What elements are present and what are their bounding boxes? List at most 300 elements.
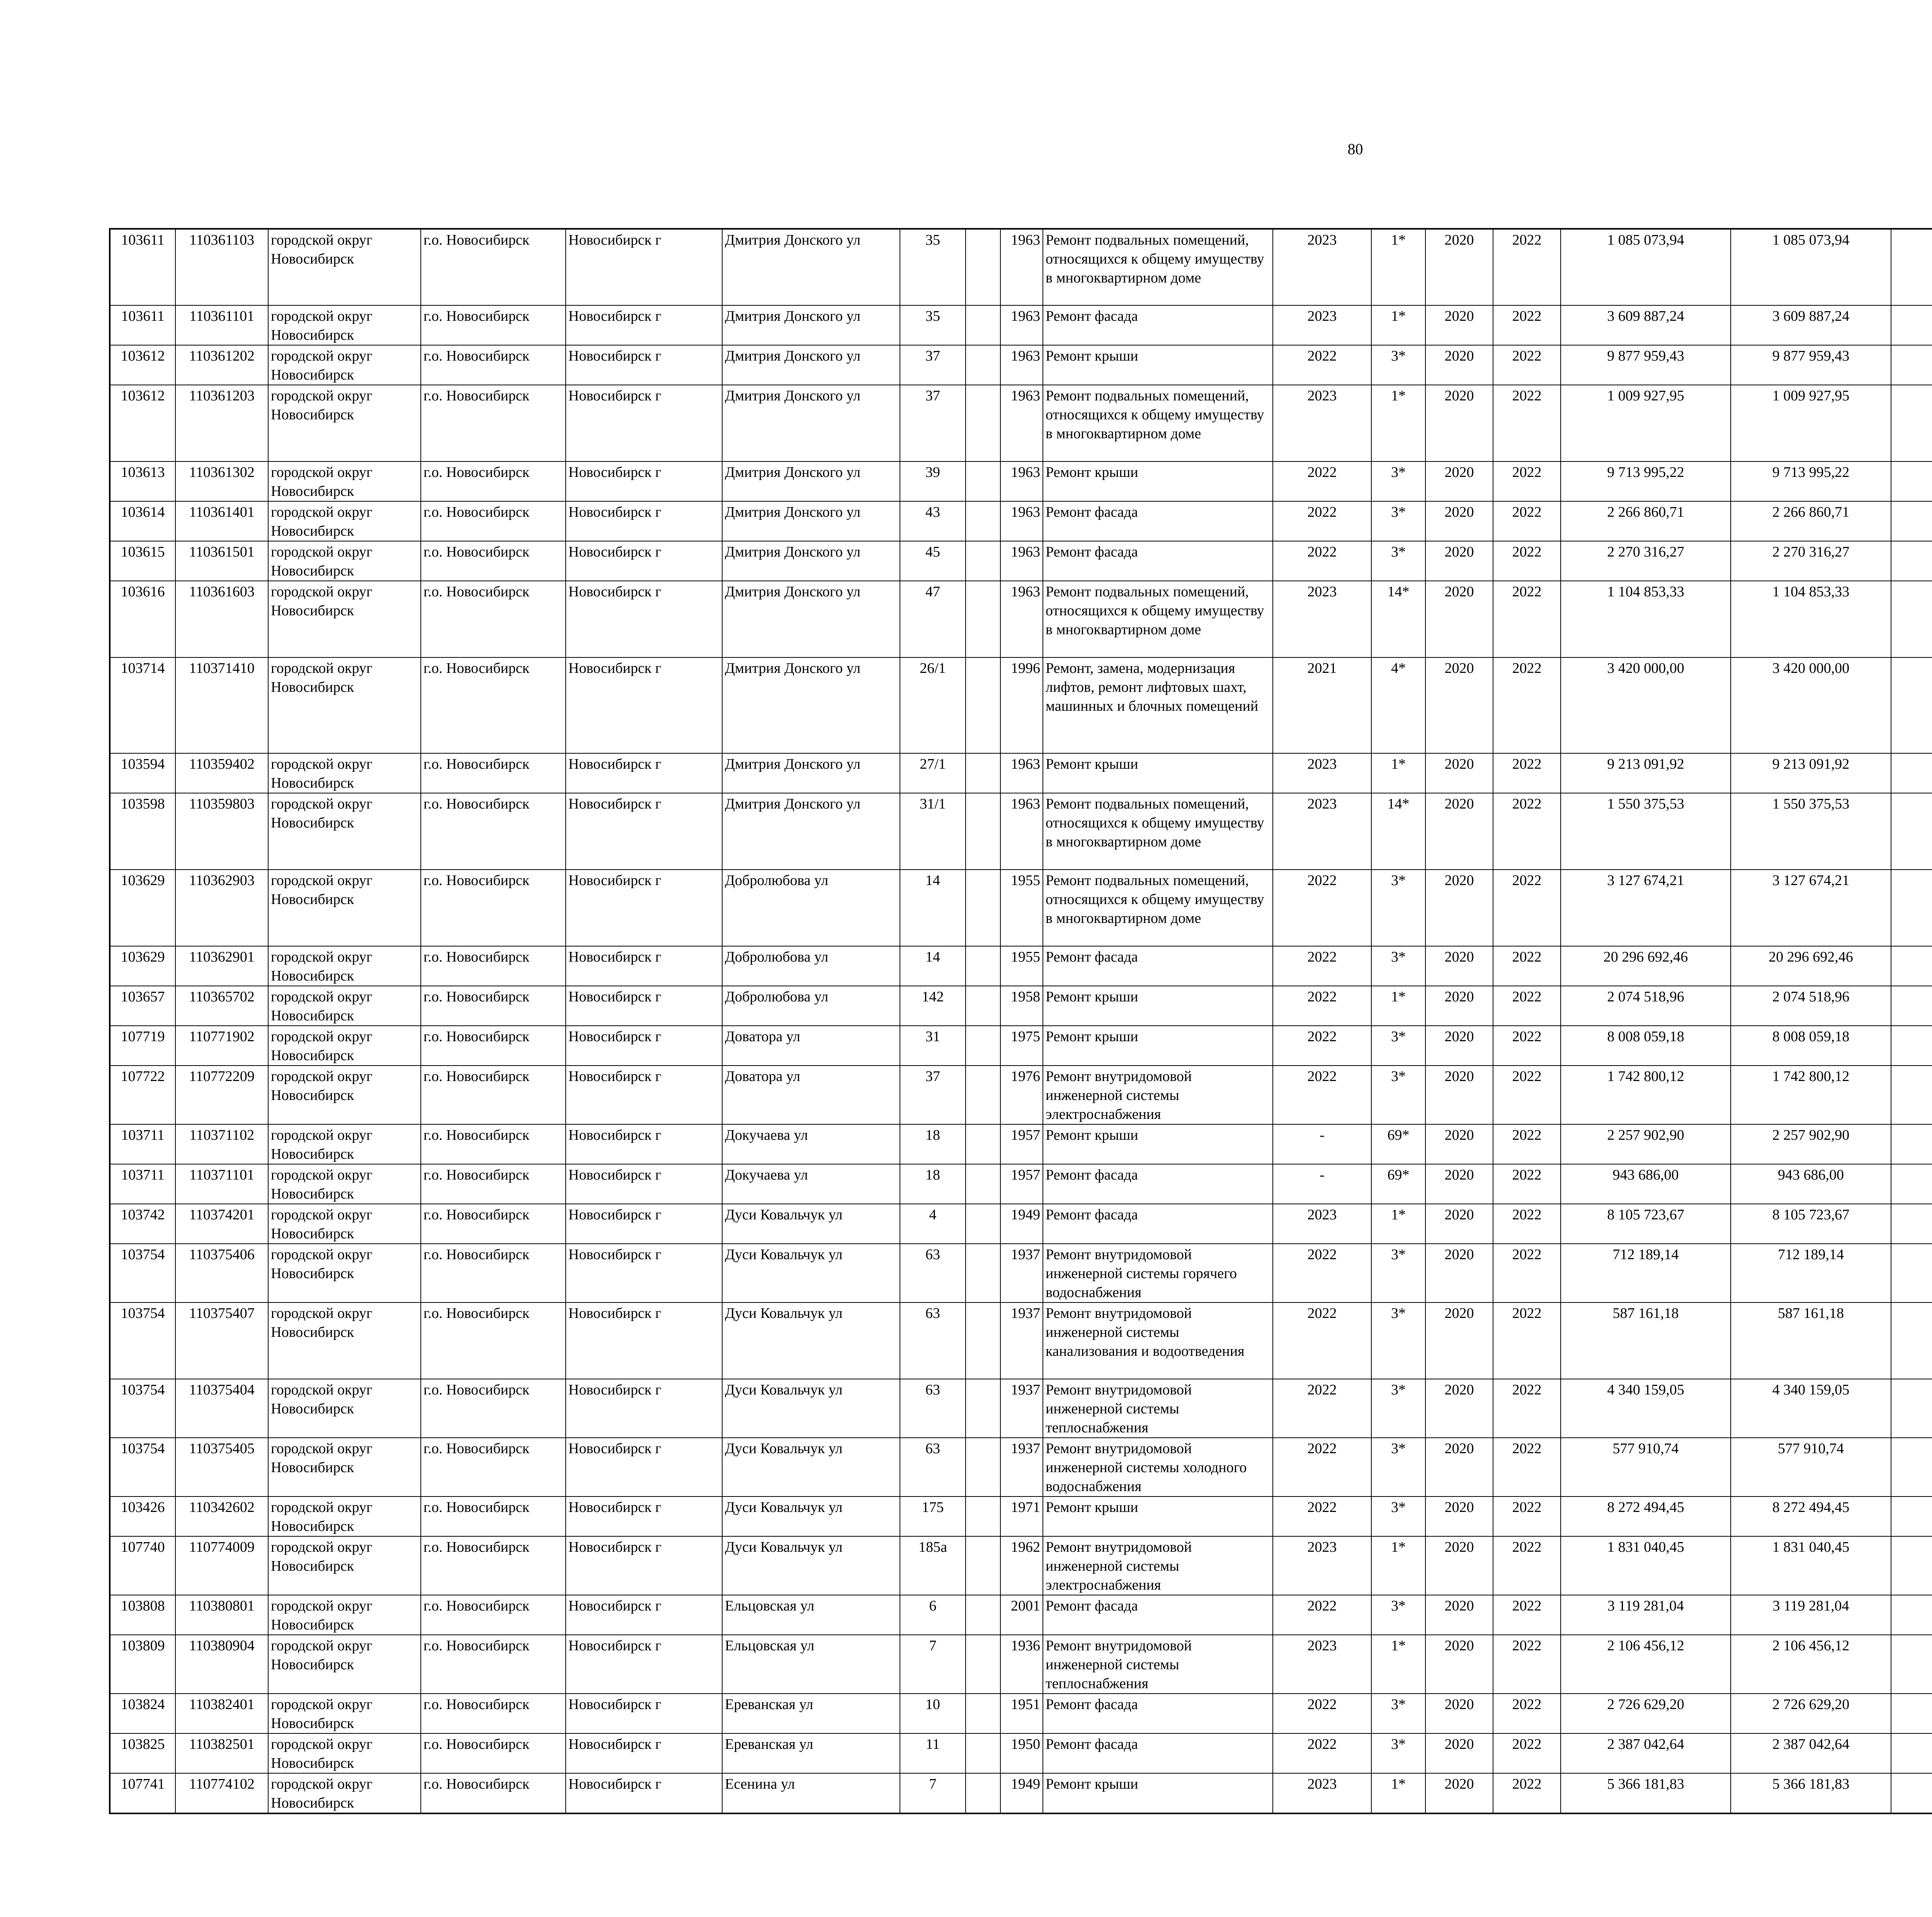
cell-municipality: городской округ Новосибирск [268,753,421,793]
cell-street: Дмитрия Донского ул [722,753,900,793]
cell-budget-cost-1 [1891,1536,1932,1595]
cell-house-id: 103824 [110,1694,175,1733]
table-row [110,1204,1932,1244]
cell-building [966,657,1000,753]
cell-budget-cost-1 [1891,753,1932,793]
cell-period-end: 2022 [1493,229,1561,305]
cell-work-id: 110359402 [175,753,268,793]
cell-reason-code: 1* [1371,1536,1425,1595]
cell-street: Дмитрия Донского ул [722,541,900,581]
cell-reason-code: 1* [1371,753,1425,793]
cell-work-type: Ремонт фасада [1043,946,1273,986]
cell-house-number: 31 [900,1026,966,1066]
cell-budget-cost-1 [1891,1694,1932,1733]
cell-settlement: Новосибирск г [566,986,722,1026]
cell-house-id: 103711 [110,1124,175,1164]
cell-building [966,1635,1000,1694]
cell-street: Дуси Ковальчук ул [722,1302,900,1379]
cell-plan-year: 2022 [1273,986,1371,1026]
cell-house-number: 27/1 [900,753,966,793]
table-row [110,305,1932,345]
cell-house-number: 47 [900,581,966,657]
cell-period-start: 2020 [1425,1026,1493,1066]
cell-house-number: 11 [900,1733,966,1773]
cell-work-type: Ремонт крыши [1043,345,1273,385]
cell-street: Добролюбова ул [722,870,900,946]
cell-house-id: 103808 [110,1595,175,1635]
cell-fund-cost: 9 877 959,43 [1731,345,1891,385]
cell-total-cost: 712 189,14 [1561,1244,1731,1302]
cell-house-number: 175 [900,1496,966,1536]
cell-house-id: 107719 [110,1026,175,1066]
table-row [110,229,1932,305]
cell-fund-cost: 3 119 281,04 [1731,1595,1891,1635]
cell-work-type: Ремонт подвальных помещений, относящихся к общему имуществу в многоквартирном доме [1043,870,1273,946]
cell-settlement: Новосибирск г [566,305,722,345]
cell-period-end: 2022 [1493,986,1561,1026]
table-row [110,385,1932,461]
cell-house-id: 103629 [110,946,175,986]
cell-urban-district: г.о. Новосибирск [421,870,566,946]
cell-urban-district: г.о. Новосибирск [421,229,566,305]
cell-build-year: 1996 [1000,657,1043,753]
cell-period-end: 2022 [1493,1733,1561,1773]
cell-plan-year: - [1273,1124,1371,1164]
cell-house-id: 103629 [110,870,175,946]
cell-building [966,1124,1000,1164]
cell-build-year: 1976 [1000,1066,1043,1124]
cell-plan-year: 2023 [1273,1536,1371,1595]
cell-settlement: Новосибирск г [566,1536,722,1595]
cell-building [966,793,1000,870]
cell-plan-year: 2022 [1273,1733,1371,1773]
repair-program-table [109,228,1932,1814]
cell-work-type: Ремонт фасада [1043,501,1273,541]
cell-work-id: 110359803 [175,793,268,870]
cell-fund-cost: 8 272 494,45 [1731,1496,1891,1536]
cell-period-end: 2022 [1493,305,1561,345]
cell-work-type: Ремонт крыши [1043,1124,1273,1164]
cell-period-end: 2022 [1493,753,1561,793]
cell-work-type: Ремонт внутридомовой инженерной системы электроснабжения [1043,1066,1273,1124]
table-row [110,657,1932,753]
cell-urban-district: г.о. Новосибирск [421,385,566,461]
cell-build-year: 1936 [1000,1635,1043,1694]
cell-period-end: 2022 [1493,461,1561,501]
cell-period-start: 2020 [1425,1694,1493,1733]
cell-period-end: 2022 [1493,1773,1561,1813]
cell-settlement: Новосибирск г [566,1026,722,1066]
cell-period-start: 2020 [1425,753,1493,793]
cell-house-number: 14 [900,870,966,946]
cell-house-id: 103612 [110,345,175,385]
cell-total-cost: 587 161,18 [1561,1302,1731,1379]
cell-total-cost: 3 609 887,24 [1561,305,1731,345]
cell-budget-cost-1 [1891,229,1932,305]
cell-reason-code: 3* [1371,1244,1425,1302]
cell-period-end: 2022 [1493,1244,1561,1302]
cell-fund-cost: 5 366 181,83 [1731,1773,1891,1813]
cell-reason-code: 1* [1371,229,1425,305]
cell-period-start: 2020 [1425,1773,1493,1813]
cell-house-id: 107740 [110,1536,175,1595]
cell-street: Дмитрия Донского ул [722,461,900,501]
cell-house-number: 35 [900,305,966,345]
table-row [110,1438,1932,1496]
table-row [110,1733,1932,1773]
cell-budget-cost-1 [1891,385,1932,461]
cell-fund-cost: 3 609 887,24 [1731,305,1891,345]
cell-plan-year: 2023 [1273,305,1371,345]
cell-total-cost: 9 713 995,22 [1561,461,1731,501]
cell-total-cost: 1 104 853,33 [1561,581,1731,657]
cell-build-year: 1963 [1000,793,1043,870]
cell-reason-code: 3* [1371,1026,1425,1066]
cell-total-cost: 1 085 073,94 [1561,229,1731,305]
cell-fund-cost: 2 074 518,96 [1731,986,1891,1026]
cell-urban-district: г.о. Новосибирск [421,1496,566,1536]
cell-period-end: 2022 [1493,793,1561,870]
table-row [110,1164,1932,1204]
cell-reason-code: 3* [1371,946,1425,986]
cell-municipality: городской округ Новосибирск [268,1694,421,1733]
cell-period-start: 2020 [1425,581,1493,657]
cell-work-id: 110380904 [175,1635,268,1694]
cell-municipality: городской округ Новосибирск [268,305,421,345]
cell-total-cost: 1 742 800,12 [1561,1066,1731,1124]
cell-building [966,1379,1000,1438]
cell-reason-code: 1* [1371,1635,1425,1694]
cell-municipality: городской округ Новосибирск [268,1302,421,1379]
cell-budget-cost-1 [1891,1773,1932,1813]
cell-settlement: Новосибирск г [566,1066,722,1124]
cell-plan-year: 2023 [1273,229,1371,305]
cell-reason-code: 3* [1371,1496,1425,1536]
cell-period-end: 2022 [1493,1379,1561,1438]
cell-municipality: городской округ Новосибирск [268,1026,421,1066]
table-row [110,946,1932,986]
cell-reason-code: 3* [1371,345,1425,385]
cell-period-start: 2020 [1425,1379,1493,1438]
cell-building [966,461,1000,501]
cell-building [966,1244,1000,1302]
cell-work-id: 110361101 [175,305,268,345]
cell-work-id: 110361603 [175,581,268,657]
cell-plan-year: 2022 [1273,461,1371,501]
cell-plan-year: 2022 [1273,1066,1371,1124]
table-row [110,1773,1932,1813]
cell-street: Доватора ул [722,1066,900,1124]
cell-house-number: 43 [900,501,966,541]
cell-total-cost: 8 008 059,18 [1561,1026,1731,1066]
cell-street: Дмитрия Донского ул [722,581,900,657]
cell-plan-year: - [1273,1164,1371,1204]
table-row [110,501,1932,541]
cell-urban-district: г.о. Новосибирск [421,1379,566,1438]
cell-total-cost: 3 119 281,04 [1561,1595,1731,1635]
cell-street: Доватора ул [722,1026,900,1066]
cell-period-start: 2020 [1425,461,1493,501]
cell-municipality: городской округ Новосибирск [268,1536,421,1595]
cell-build-year: 1957 [1000,1164,1043,1204]
cell-work-id: 110371101 [175,1164,268,1204]
cell-fund-cost: 1 104 853,33 [1731,581,1891,657]
cell-house-number: 37 [900,385,966,461]
cell-build-year: 1951 [1000,1694,1043,1733]
cell-total-cost: 20 296 692,46 [1561,946,1731,986]
cell-work-id: 110361401 [175,501,268,541]
cell-settlement: Новосибирск г [566,1204,722,1244]
cell-settlement: Новосибирск г [566,1496,722,1536]
cell-street: Дмитрия Донского ул [722,385,900,461]
cell-municipality: городской округ Новосибирск [268,1733,421,1773]
cell-fund-cost: 1 085 073,94 [1731,229,1891,305]
cell-work-type: Ремонт крыши [1043,986,1273,1026]
cell-urban-district: г.о. Новосибирск [421,501,566,541]
cell-budget-cost-1 [1891,1438,1932,1496]
cell-budget-cost-1 [1891,501,1932,541]
cell-build-year: 1962 [1000,1536,1043,1595]
cell-house-number: 45 [900,541,966,581]
cell-fund-cost: 9 713 995,22 [1731,461,1891,501]
cell-street: Дуси Ковальчук ул [722,1204,900,1244]
cell-urban-district: г.о. Новосибирск [421,1026,566,1066]
cell-fund-cost: 2 726 629,20 [1731,1694,1891,1733]
cell-house-id: 107722 [110,1066,175,1124]
cell-budget-cost-1 [1891,870,1932,946]
cell-settlement: Новосибирск г [566,1244,722,1302]
cell-work-id: 110774102 [175,1773,268,1813]
cell-build-year: 1937 [1000,1438,1043,1496]
cell-municipality: городской округ Новосибирск [268,1244,421,1302]
cell-work-id: 110361103 [175,229,268,305]
cell-settlement: Новосибирск г [566,1302,722,1379]
cell-period-start: 2020 [1425,1302,1493,1379]
cell-street: Ельцовская ул [722,1635,900,1694]
cell-building [966,1066,1000,1124]
table-row [110,541,1932,581]
cell-plan-year: 2023 [1273,753,1371,793]
cell-total-cost: 3 127 674,21 [1561,870,1731,946]
cell-work-id: 110375407 [175,1302,268,1379]
cell-period-end: 2022 [1493,1438,1561,1496]
cell-urban-district: г.о. Новосибирск [421,793,566,870]
cell-plan-year: 2022 [1273,1694,1371,1733]
cell-budget-cost-1 [1891,946,1932,986]
cell-street: Дмитрия Донского ул [722,345,900,385]
cell-budget-cost-1 [1891,1244,1932,1302]
cell-settlement: Новосибирск г [566,1124,722,1164]
cell-reason-code: 69* [1371,1124,1425,1164]
cell-fund-cost: 3 127 674,21 [1731,870,1891,946]
cell-house-id: 103611 [110,229,175,305]
table-row [110,1379,1932,1438]
cell-plan-year: 2022 [1273,1302,1371,1379]
cell-reason-code: 14* [1371,793,1425,870]
cell-total-cost: 1 831 040,45 [1561,1536,1731,1595]
cell-urban-district: г.о. Новосибирск [421,1595,566,1635]
cell-work-id: 110375406 [175,1244,268,1302]
cell-period-end: 2022 [1493,581,1561,657]
cell-work-id: 110371410 [175,657,268,753]
cell-build-year: 1955 [1000,870,1043,946]
cell-work-type: Ремонт фасада [1043,1733,1273,1773]
cell-plan-year: 2022 [1273,1595,1371,1635]
cell-period-end: 2022 [1493,1302,1561,1379]
cell-period-start: 2020 [1425,541,1493,581]
cell-budget-cost-1 [1891,1379,1932,1438]
cell-plan-year: 2022 [1273,870,1371,946]
cell-urban-district: г.о. Новосибирск [421,1694,566,1733]
cell-fund-cost: 4 340 159,05 [1731,1379,1891,1438]
cell-fund-cost: 9 213 091,92 [1731,753,1891,793]
cell-fund-cost: 1 550 375,53 [1731,793,1891,870]
cell-period-start: 2020 [1425,1124,1493,1164]
cell-settlement: Новосибирск г [566,793,722,870]
cell-municipality: городской округ Новосибирск [268,501,421,541]
cell-building [966,385,1000,461]
cell-work-id: 110361302 [175,461,268,501]
cell-total-cost: 3 420 000,00 [1561,657,1731,753]
cell-reason-code: 3* [1371,1302,1425,1379]
cell-building [966,870,1000,946]
cell-work-id: 110771902 [175,1026,268,1066]
cell-reason-code: 3* [1371,1379,1425,1438]
cell-fund-cost: 8 105 723,67 [1731,1204,1891,1244]
cell-reason-code: 69* [1371,1164,1425,1204]
cell-reason-code: 4* [1371,657,1425,753]
cell-house-id: 103754 [110,1438,175,1496]
cell-build-year: 1957 [1000,1124,1043,1164]
cell-building [966,1496,1000,1536]
cell-period-start: 2020 [1425,345,1493,385]
cell-work-id: 110365702 [175,986,268,1026]
cell-house-id: 103611 [110,305,175,345]
table-row [110,1694,1932,1733]
cell-work-type: Ремонт фасада [1043,541,1273,581]
cell-building [966,946,1000,986]
cell-build-year: 1971 [1000,1496,1043,1536]
cell-urban-district: г.о. Новосибирск [421,1773,566,1813]
cell-settlement: Новосибирск г [566,1635,722,1694]
cell-street: Ельцовская ул [722,1595,900,1635]
cell-build-year: 1950 [1000,1733,1043,1773]
cell-total-cost: 9 213 091,92 [1561,753,1731,793]
cell-total-cost: 2 257 902,90 [1561,1124,1731,1164]
cell-house-id: 103742 [110,1204,175,1244]
cell-municipality: городской округ Новосибирск [268,1438,421,1496]
cell-municipality: городской округ Новосибирск [268,461,421,501]
cell-settlement: Новосибирск г [566,385,722,461]
cell-house-number: 39 [900,461,966,501]
cell-municipality: городской округ Новосибирск [268,657,421,753]
cell-plan-year: 2022 [1273,1438,1371,1496]
cell-municipality: городской округ Новосибирск [268,581,421,657]
cell-period-start: 2020 [1425,1438,1493,1496]
cell-plan-year: 2023 [1273,581,1371,657]
cell-house-id: 103614 [110,501,175,541]
cell-period-start: 2020 [1425,1164,1493,1204]
cell-period-end: 2022 [1493,1026,1561,1066]
cell-build-year: 1963 [1000,229,1043,305]
cell-street: Добролюбова ул [722,986,900,1026]
cell-reason-code: 3* [1371,1694,1425,1733]
cell-urban-district: г.о. Новосибирск [421,1124,566,1164]
cell-total-cost: 2 726 629,20 [1561,1694,1731,1733]
cell-settlement: Новосибирск г [566,501,722,541]
cell-building [966,541,1000,581]
cell-fund-cost: 587 161,18 [1731,1302,1891,1379]
cell-build-year: 1963 [1000,501,1043,541]
cell-house-number: 63 [900,1379,966,1438]
cell-municipality: городской округ Новосибирск [268,1635,421,1694]
cell-work-id: 110361203 [175,385,268,461]
cell-period-end: 2022 [1493,501,1561,541]
cell-plan-year: 2023 [1273,793,1371,870]
cell-house-id: 107741 [110,1773,175,1813]
cell-total-cost: 2 106 456,12 [1561,1635,1731,1694]
cell-building [966,305,1000,345]
cell-settlement: Новосибирск г [566,1595,722,1635]
cell-settlement: Новосибирск г [566,1438,722,1496]
cell-budget-cost-1 [1891,793,1932,870]
cell-build-year: 1949 [1000,1204,1043,1244]
cell-urban-district: г.о. Новосибирск [421,1536,566,1595]
cell-building [966,1733,1000,1773]
cell-settlement: Новосибирск г [566,946,722,986]
cell-municipality: городской округ Новосибирск [268,1204,421,1244]
cell-period-end: 2022 [1493,541,1561,581]
table-row [110,1635,1932,1694]
cell-settlement: Новосибирск г [566,229,722,305]
cell-urban-district: г.о. Новосибирск [421,1635,566,1694]
cell-house-id: 103594 [110,753,175,793]
cell-house-number: 18 [900,1124,966,1164]
cell-work-type: Ремонт фасада [1043,1694,1273,1733]
cell-house-number: 7 [900,1635,966,1694]
cell-fund-cost: 1 009 927,95 [1731,385,1891,461]
cell-building [966,1302,1000,1379]
cell-work-type: Ремонт внутридомовой инженерной системы горячего водоснабжения [1043,1244,1273,1302]
cell-house-id: 103615 [110,541,175,581]
cell-fund-cost: 2 106 456,12 [1731,1635,1891,1694]
cell-house-number: 37 [900,1066,966,1124]
cell-settlement: Новосибирск г [566,657,722,753]
cell-fund-cost: 3 420 000,00 [1731,657,1891,753]
cell-build-year: 1963 [1000,345,1043,385]
cell-budget-cost-1 [1891,1733,1932,1773]
cell-work-id: 110772209 [175,1066,268,1124]
cell-municipality: городской округ Новосибирск [268,1124,421,1164]
cell-house-number: 6 [900,1595,966,1635]
cell-total-cost: 2 266 860,71 [1561,501,1731,541]
cell-period-end: 2022 [1493,657,1561,753]
cell-period-start: 2020 [1425,1244,1493,1302]
cell-plan-year: 2022 [1273,1026,1371,1066]
cell-total-cost: 9 877 959,43 [1561,345,1731,385]
cell-house-number: 185а [900,1536,966,1595]
cell-municipality: городской округ Новосибирск [268,1066,421,1124]
cell-fund-cost: 577 910,74 [1731,1438,1891,1496]
cell-street: Дмитрия Донского ул [722,229,900,305]
cell-work-id: 110361501 [175,541,268,581]
cell-period-end: 2022 [1493,1066,1561,1124]
cell-budget-cost-1 [1891,1124,1932,1164]
cell-municipality: городской округ Новосибирск [268,541,421,581]
cell-plan-year: 2022 [1273,1379,1371,1438]
table-row [110,793,1932,870]
cell-period-end: 2022 [1493,1595,1561,1635]
